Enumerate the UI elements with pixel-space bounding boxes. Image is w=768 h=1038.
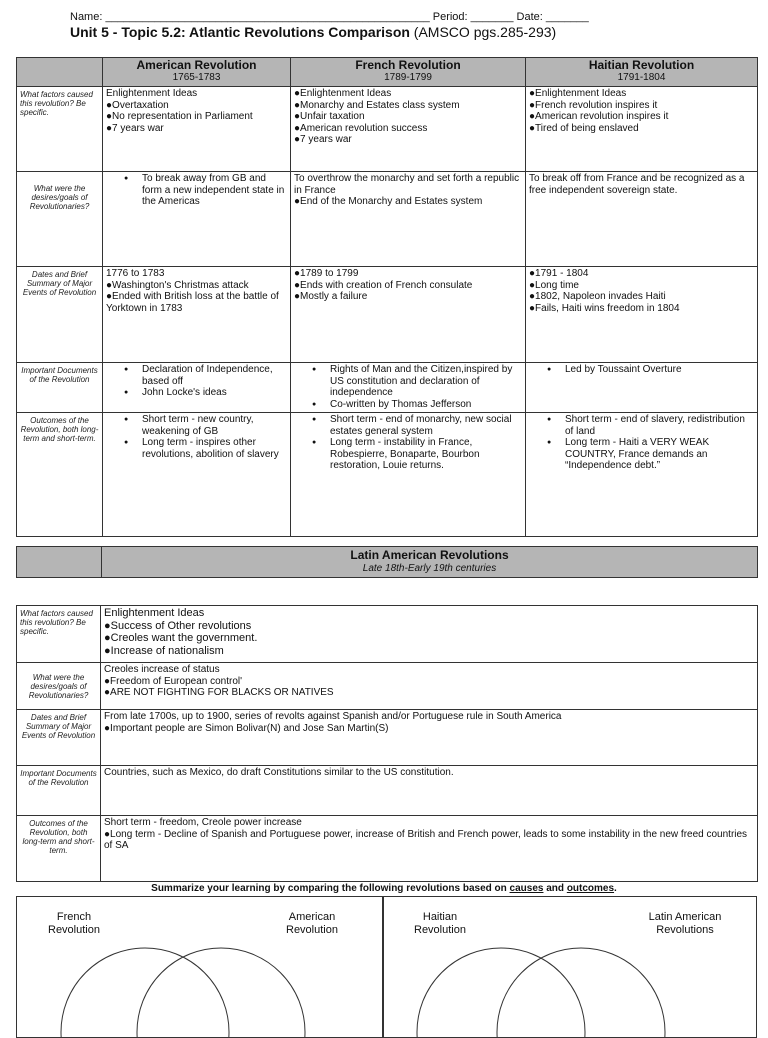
latin-american-banner [16,546,758,578]
col-french [291,58,526,87]
latin-goals-cell [101,663,758,710]
venn-left-box [16,896,384,1038]
text-line: ●Enlightenment Ideas [294,88,392,99]
cell-french-goals [291,172,526,267]
table-corner [17,58,103,87]
col-american-years: 1765-1783 [172,72,221,83]
venn-label-french: French Revolution [48,911,100,936]
bullet-item: ● Short term - new country, weakening of GB [142,414,287,437]
bullet-item: ● To break away from GB and form a new independent state in the Americas [142,173,287,208]
text-line: ●Unfair taxation [294,111,365,122]
text-line: ●Ends with creation of French consulate [294,279,473,291]
cell-haitian-goals [526,172,758,267]
text-line: 1776 to 1783 [106,268,165,279]
text-line: ●1791 - 1804 [529,268,589,279]
text-line: ●Monarchy and Estates class system [294,99,460,111]
col-french-name: French Revolution [355,58,461,72]
text-line: Enlightenment Ideas [104,607,205,619]
latin-american-subtitle: Late 18th-Early 19th centuries [362,563,497,574]
text-line: To break off from France and be recognized as a free independent sovereign state. [529,173,745,196]
summary-causes: causes [509,883,544,894]
latin-american-title: Latin American Revolutions [350,548,509,562]
text-line: ●Enlightenment Ideas [529,88,627,99]
cell-french-causes [291,87,526,172]
table-row [17,663,758,710]
row-question: Important Documents of the Revolution [17,766,101,816]
text-line: ●ARE NOT FIGHTING FOR BLACKS OR NATIVES [104,687,334,698]
text-line: ●End of the Monarchy and Estates system [294,196,483,207]
comparison-table [16,57,758,537]
summary-outcomes: outcomes [566,883,615,894]
col-haitian [526,58,758,87]
row-question: Dates and Brief Summary of Major Events of Revolution [17,267,103,363]
cell-american-documents [103,363,291,413]
text-line: Creoles increase of status [104,664,220,675]
row-question: Important Documents of the Revolution [17,363,103,413]
bullet-item: ● Long term - Haiti a VERY WEAK COUNTRY, France demands an “Independence debt.” [565,437,754,472]
row-question: Dates and Brief Summary of Major Events of Revolution [17,710,101,766]
text-line: Enlightenment Ideas [106,88,198,99]
text-line: ●Long time [529,279,579,291]
latin-causes-cell [101,606,758,663]
cell-american-goals [103,172,291,267]
venn-right-box [382,896,757,1038]
text-line: ●7 years war [106,122,164,134]
cell-french-outcomes [291,413,526,537]
cell-american-causes [103,87,291,172]
table-row [17,87,758,172]
row-question: Outcomes of the Revolution, both long-term and short-term. [17,413,103,537]
text-line: ●Freedom of European control' [104,675,243,687]
table-row [17,606,758,663]
cell-haitian-causes [526,87,758,172]
cell-haitian-outcomes [526,413,758,537]
cell-american-outcomes [103,413,291,537]
bullet-item: ● Long term - instability in France, Robespierre, Bonaparte, Bourbon restoration, Louie returns. [330,437,522,472]
bullet-item: ● Co-written by Thomas Jefferson [330,399,522,411]
venn-label-american: American Revolution [286,911,338,936]
text-line: ●Tired of being enslaved [529,122,639,134]
summary-suffix: . [614,883,617,894]
table-row [17,766,758,816]
bullet-item: ● Led by Toussaint Overture [565,364,754,376]
text-line: Countries, such as Mexico, do draft Constitutions similar to the US constitution. [104,767,454,778]
text-line: ●7 years war [294,134,352,145]
cell-haitian-documents [526,363,758,413]
latin-dates-cell [101,710,758,766]
bullet-item: ● Long term - inspires other revolutions, abolition of slavery [142,437,287,460]
latin-outcomes-cell [101,816,758,882]
latin-american-table [16,605,758,882]
cell-american-dates [103,267,291,363]
worksheet-title-pages: (AMSCO pgs.285-293) [409,24,557,40]
latin-documents-cell [101,766,758,816]
bullet-item: ● Short term - end of monarchy, new social estates general system [330,414,522,437]
bullet-item: ● Declaration of Independence, based off [142,364,287,387]
text-line: Short term - freedom, Creole power increase [104,817,302,828]
text-line: From late 1700s, up to 1900, series of revolts against Spanish and/or Portuguese rule in South America [104,711,562,722]
text-line: ●Success of Other revolutions [104,619,252,632]
table-row [17,816,758,882]
text-line: ●American revolution success [294,122,428,134]
text-line: ●1789 to 1799 [294,268,359,279]
text-line: ●Ended with British loss at the battle of Yorktown in 1783 [106,291,279,314]
text-line: ●American revolution inspires it [529,111,669,122]
text-line: ●Increase of nationalism [104,644,224,657]
text-line: To overthrow the monarchy and set forth a republic in France [294,173,520,196]
bullet-item: ● John Locke's ideas [142,387,287,399]
text-line: ●1802, Napoleon invades Haiti [529,291,666,302]
text-line: ●No representation in Parliament [106,111,253,122]
name-period-date-line: Name: _____________________________________________________ Period: _______ Date: _______ [70,11,589,23]
summary-prefix: Summarize your learning by comparing the following revolutions based on [151,883,510,894]
row-question: What were the desires/goals of Revolutionaries? [17,172,103,267]
cell-french-dates [291,267,526,363]
row-question: What were the desires/goals of Revolutionaries? [17,663,101,710]
bullet-item: ● Short term - end of slavery, redistribution of land [565,414,754,437]
venn-label-latin-american: Latin American Revolutions [648,911,722,936]
cell-french-documents [291,363,526,413]
text-line: ●Creoles want the government. [104,632,258,644]
text-line: ●Important people are Simon Bolivar(N) and Jose San Martin(S) [104,722,389,734]
row-question: What factors caused this revolution? Be specific. [17,606,101,663]
text-line: ●Overtaxation [106,99,169,111]
worksheet-title-main: Unit 5 - Topic 5.2: Atlantic Revolutions Comparison [70,24,410,40]
text-line: ●Washington's Christmas attack [106,279,249,291]
table-row [17,172,758,267]
bullet-item: ● Rights of Man and the Citizen,inspired by US constitution and declaration of independence [330,364,522,399]
text-line: ●Mostly a failure [294,291,368,302]
text-line: ●Fails, Haiti wins freedom in 1804 [529,302,680,314]
worksheet-title [70,24,556,40]
text-line: ●Long term - Decline of Spanish and Portuguese power, increase of British and French power, leads to some instability in the new freed countries of SA [104,828,748,851]
summary-and: and [543,883,567,894]
col-haitian-years: 1791-1804 [617,72,666,83]
table-row [17,267,758,363]
col-haitian-name: Haitian Revolution [588,58,695,72]
table-row [17,413,758,537]
table-row [17,710,758,766]
cell-haitian-dates [526,267,758,363]
banner-blank-cell [17,547,102,577]
table-row [17,363,758,413]
col-french-years: 1789-1799 [384,72,432,83]
col-american [103,58,291,87]
col-american-name: American Revolution [136,58,257,72]
row-question: What factors caused this revolution? Be specific. [17,87,103,172]
row-question: Outcomes of the Revolution, both long-term and short-term. [17,816,101,882]
text-line: ●French revolution inspires it [529,99,658,111]
summary-instructions [0,883,768,894]
venn-label-haitian: Haitian Revolution [414,911,466,936]
